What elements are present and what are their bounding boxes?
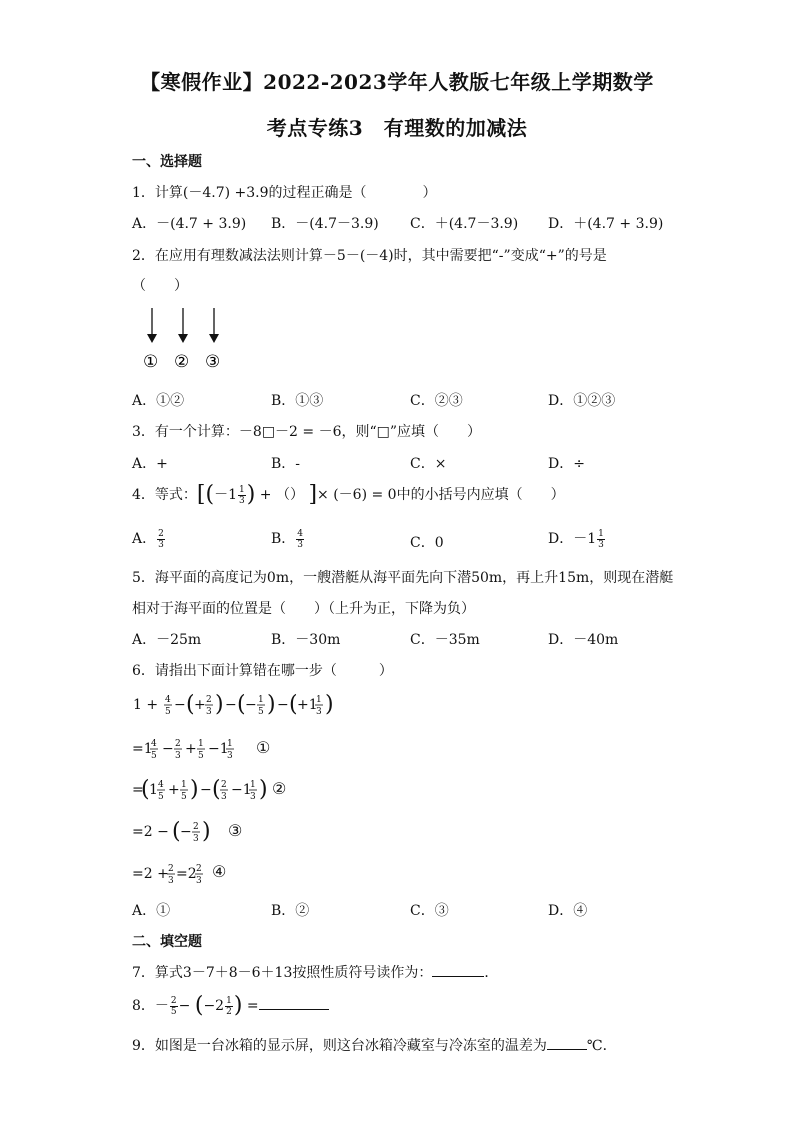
q4-option-c[interactable]: C．0 xyxy=(410,535,444,551)
q6-option-a[interactable]: A．① xyxy=(132,903,171,919)
q6-option-d[interactable]: D．④ xyxy=(548,903,588,919)
q6-step-2 xyxy=(130,772,330,806)
q6-expression xyxy=(130,688,350,720)
q8-prefix: 8．－ xyxy=(132,998,169,1014)
svg-text:=2 −: =2 − xyxy=(132,824,169,840)
svg-text:4: 4 xyxy=(158,780,164,790)
q3-option-a[interactable]: A．+ xyxy=(132,456,168,472)
question-6-text: 6．请指出下面计算错在哪一步（ ） xyxy=(132,663,393,679)
q8-answer-blank[interactable] xyxy=(259,995,329,1010)
svg-text:): ) xyxy=(215,692,224,717)
q3-option-c[interactable]: C．× xyxy=(410,456,447,472)
svg-text:=: = xyxy=(132,782,144,798)
section-heading-fill: 二、填空题 xyxy=(132,934,202,950)
svg-text:+: + xyxy=(194,697,206,713)
svg-text:3: 3 xyxy=(193,834,199,844)
q4-inner-b: + （） xyxy=(259,487,304,503)
q7-answer-blank[interactable] xyxy=(432,962,484,977)
arrow-label-2: ② xyxy=(174,352,190,372)
svg-text:1: 1 xyxy=(258,695,264,705)
svg-text:(: ( xyxy=(141,777,150,802)
question-5-line2: 相对于海平面的位置是（ ）（上升为正，下降为负） xyxy=(132,601,475,617)
svg-text:=1: =1 xyxy=(132,741,153,757)
q2-option-b[interactable]: B．①③ xyxy=(271,393,324,409)
svg-text:2: 2 xyxy=(196,864,202,874)
q4-frac-num: 1 xyxy=(239,484,245,495)
svg-text:3: 3 xyxy=(206,707,212,717)
svg-text:2: 2 xyxy=(221,780,227,790)
question-4-text: 4．等式：[(－1 $\frac{1}{3}$ ) + （） ]× (－6) = 0中的小括号内应填（ ） xyxy=(132,482,565,507)
q2-arrow-figure xyxy=(132,304,232,374)
svg-text:−: − xyxy=(174,697,186,713)
svg-text:(: ( xyxy=(237,692,246,717)
svg-text:): ) xyxy=(259,777,268,802)
q8-equals: = xyxy=(246,998,259,1014)
q3-option-d[interactable]: D．÷ xyxy=(548,456,585,472)
svg-text:−: − xyxy=(180,824,192,840)
svg-text:4: 4 xyxy=(165,695,171,705)
q5-option-c[interactable]: C．－35m xyxy=(410,632,480,648)
q1-option-b[interactable]: B．－(4.7－3.9) xyxy=(271,216,379,232)
svg-text:−: − xyxy=(245,697,257,713)
q7-text: 7．算式3－7＋8－6＋13按照性质符号读作为： xyxy=(132,965,433,981)
svg-text:5: 5 xyxy=(258,707,264,717)
q1-option-a[interactable]: A．－(4.7 + 3.9) xyxy=(132,216,247,232)
svg-text:1: 1 xyxy=(198,739,204,749)
q1-option-d[interactable]: D．＋(4.7 + 3.9) xyxy=(548,216,664,232)
svg-text:3: 3 xyxy=(221,792,227,802)
svg-text:=2: =2 xyxy=(176,866,197,882)
q6-option-c[interactable]: C．③ xyxy=(410,903,449,919)
q4-mixed-whole: －1 xyxy=(214,487,238,503)
svg-text:+1: +1 xyxy=(297,697,318,713)
svg-text:−: − xyxy=(200,782,212,798)
svg-text:3: 3 xyxy=(250,792,256,802)
question-3-text: 3．有一个计算：－8□－2 = －6，则“□”应填（ ） xyxy=(132,424,482,440)
svg-text:1 +: 1 + xyxy=(133,697,159,713)
q5-option-d[interactable]: D．－40m xyxy=(548,632,619,648)
q6-step-1 xyxy=(130,732,310,764)
svg-text:3: 3 xyxy=(196,876,202,886)
svg-text:): ) xyxy=(325,692,334,717)
section-heading-choice: 一、选择题 xyxy=(132,154,202,170)
q6-step-mark-3: ③ xyxy=(228,821,243,840)
q6-step-4 xyxy=(130,856,250,890)
svg-text:2: 2 xyxy=(168,864,174,874)
question-2-text: 2．在应用有理数减法法则计算－5－(－4)时，其中需要把“-”变成“+”的号是 xyxy=(132,248,607,264)
q9-answer-blank[interactable] xyxy=(547,1035,587,1050)
svg-text:=2 +: =2 + xyxy=(132,866,169,882)
svg-text:(: ( xyxy=(172,819,181,844)
svg-text:3: 3 xyxy=(168,876,174,886)
question-7 xyxy=(132,962,498,982)
q2-option-d[interactable]: D．①②③ xyxy=(548,393,616,409)
svg-text:): ) xyxy=(190,777,199,802)
q3-option-b[interactable]: B．- xyxy=(271,456,301,472)
svg-text:3: 3 xyxy=(175,751,181,761)
q6-step-mark-2: ② xyxy=(272,779,287,798)
svg-text:−: − xyxy=(225,697,237,713)
question-5-line1: 5．海平面的高度记为0m，一艘潜艇从海平面先向下潜50m，再上升15m，则现在潜艇 xyxy=(132,570,674,586)
q4-suffix: × (－6) = 0中的小括号内应填（ ） xyxy=(317,487,565,503)
q9-text: 9．如图是一台冰箱的显示屏，则这台冰箱冷藏室与冷冻室的温差为 xyxy=(132,1038,547,1054)
q5-option-b[interactable]: B．－30m xyxy=(271,632,341,648)
svg-text:−1: −1 xyxy=(231,782,252,798)
q4-option-a[interactable]: A． $\frac{2}{3}$ xyxy=(132,528,164,550)
q4-frac-den: 3 xyxy=(239,495,245,506)
q7-end: ． xyxy=(484,965,499,981)
question-2-paren: （ ） xyxy=(132,278,188,294)
q1-option-c[interactable]: C．＋(4.7－3.9) xyxy=(410,216,519,232)
svg-text:2: 2 xyxy=(193,822,199,832)
svg-text:5: 5 xyxy=(158,792,164,802)
svg-text:2: 2 xyxy=(175,739,181,749)
svg-text:3: 3 xyxy=(227,751,233,761)
svg-text:−: − xyxy=(277,697,289,713)
q2-option-c[interactable]: C．②③ xyxy=(410,393,463,409)
arrow-label-1: ① xyxy=(143,352,159,372)
q4-option-d[interactable]: D．－1 $\frac{1}{3}$ xyxy=(548,528,604,550)
svg-text:(: ( xyxy=(212,777,221,802)
svg-text:+: + xyxy=(168,782,180,798)
svg-text:5: 5 xyxy=(181,792,187,802)
q4-prefix: 4．等式： xyxy=(132,487,197,503)
q4-option-b[interactable]: B． $\frac{4}{3}$ xyxy=(271,528,304,550)
q6-step-mark-4: ④ xyxy=(212,862,227,881)
question-8: 8．－ $\frac{2}{5}$ − (−2 $\frac{1}{2}$ ) = xyxy=(132,993,329,1019)
question-1-text: 1．计算(－4.7) +3.9的过程正确是（ ） xyxy=(132,185,437,201)
q5-option-a[interactable]: A．－25m xyxy=(132,632,202,648)
svg-text:5: 5 xyxy=(151,751,157,761)
q2-option-a[interactable]: A．①② xyxy=(132,393,185,409)
svg-text:−1: −1 xyxy=(208,741,229,757)
svg-text:+: + xyxy=(185,741,197,757)
q6-option-b[interactable]: B．② xyxy=(271,903,310,919)
svg-text:5: 5 xyxy=(165,707,171,717)
svg-text:−: − xyxy=(162,741,174,757)
svg-text:1: 1 xyxy=(250,780,256,790)
svg-text:4: 4 xyxy=(151,739,157,749)
arrow-label-3: ③ xyxy=(205,352,221,372)
document-title: 【寒假作业】2022-2023学年人教版七年级上学期数学 xyxy=(140,70,654,94)
svg-text:(: ( xyxy=(289,692,298,717)
svg-text:1: 1 xyxy=(316,695,322,705)
svg-text:5: 5 xyxy=(198,751,204,761)
q9-end: ℃． xyxy=(586,1038,617,1054)
svg-text:2: 2 xyxy=(206,695,212,705)
svg-text:3: 3 xyxy=(316,707,322,717)
svg-text:): ) xyxy=(202,819,211,844)
svg-text:1: 1 xyxy=(227,739,233,749)
q6-step-mark-1: ① xyxy=(256,738,271,757)
svg-text:(: ( xyxy=(186,692,195,717)
svg-text:): ) xyxy=(267,692,276,717)
svg-text:1: 1 xyxy=(149,782,158,798)
document-subtitle: 考点专练3 有理数的加减法 xyxy=(266,116,528,140)
svg-text:1: 1 xyxy=(181,780,187,790)
question-9 xyxy=(132,1035,617,1055)
